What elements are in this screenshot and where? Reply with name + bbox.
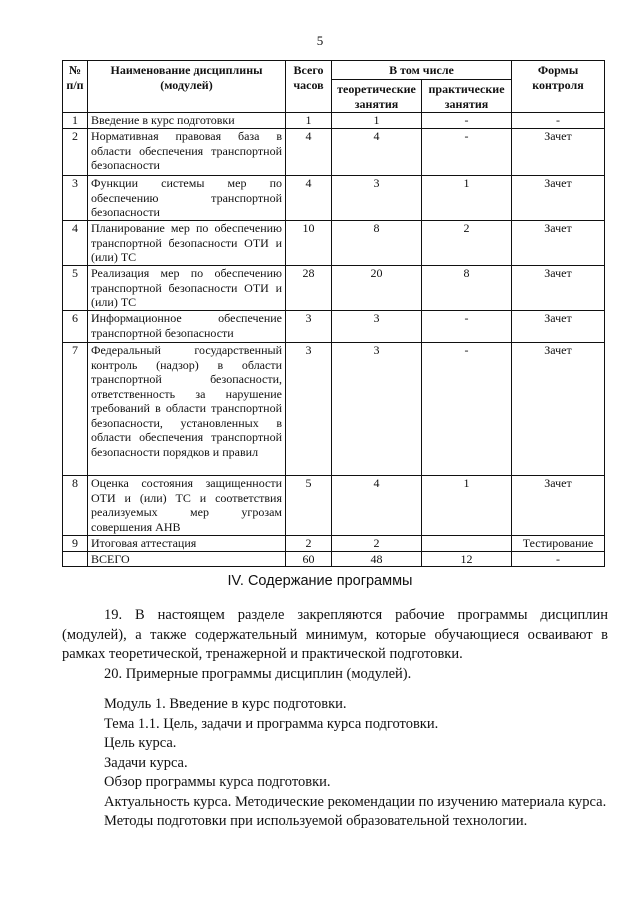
table-row [63, 176, 605, 221]
row-practice: - [422, 343, 512, 476]
paragraph-20: 20. Примерные программы дисциплин (модулей). [104, 665, 412, 682]
row-name: Реализация мер по обеспечению транспортной безопасности ОТИ и (или) ТС [88, 266, 286, 311]
row-name: Нормативная правовая база в области обеспечения транспортной безопасности [88, 129, 286, 176]
row-total: 28 [286, 266, 332, 311]
total-row [63, 551, 605, 567]
row-theory: 4 [332, 476, 422, 536]
row-practice: 1 [422, 176, 512, 221]
row-name: Оценка состояния защищенности ОТИ и (или) ТС и соответствия реализуемых мер угрозам совершения АНВ [88, 476, 286, 536]
table-row [63, 343, 605, 476]
row-name: Информационное обеспечение транспортной безопасности [88, 311, 286, 343]
row-name: Итоговая аттестация [88, 536, 286, 552]
row-theory: 8 [332, 221, 422, 266]
topic-1-1-title: Тема 1.1. Цель, задачи и программа курса подготовки. [104, 715, 439, 732]
row-name: Введение в курс подготовки [88, 113, 286, 129]
module-1-title: Модуль 1. Введение в курс подготовки. [104, 696, 347, 712]
table-row [63, 476, 605, 536]
curriculum-table [62, 60, 605, 567]
row-theory: 3 [332, 311, 422, 343]
header-num: № п/п [63, 61, 88, 113]
row-name: Планирование мер по обеспечению транспортной безопасности ОТИ и (или) ТС [88, 221, 286, 266]
row-num: 7 [63, 343, 88, 476]
total-num [63, 551, 88, 567]
course-tasks: Задачи курса. [104, 754, 188, 771]
row-practice: - [422, 311, 512, 343]
row-control: Зачет [512, 221, 605, 266]
row-total: 4 [286, 129, 332, 176]
row-control: Зачет [512, 266, 605, 311]
row-control: Зачет [512, 129, 605, 176]
row-control: Зачет [512, 176, 605, 221]
row-practice: - [422, 129, 512, 176]
section-heading: IV. Содержание программы [227, 573, 413, 589]
total-label: ВСЕГО [88, 551, 286, 567]
row-practice: 2 [422, 221, 512, 266]
course-goal: Цель курса. [104, 735, 177, 751]
header-including: В том числе [332, 61, 512, 80]
row-total: 4 [286, 176, 332, 221]
row-theory: 2 [332, 536, 422, 552]
row-theory: 3 [332, 343, 422, 476]
course-relevance: Актуальность курса. Методические рекомендации по изучению материала курса. [104, 793, 607, 810]
paragraph-19: 19. В настоящем разделе закрепляются рабочие программы дисциплин (модулей), а также содержательный минимум, которые обучающиеся осваивают в рамках теоретической, тренажерной и практической подготовки. [62, 607, 608, 662]
row-num: 2 [63, 129, 88, 176]
row-num: 4 [63, 221, 88, 266]
row-name: Функции системы мер по обеспечению транспортной безопасности [88, 176, 286, 221]
row-num: 3 [63, 176, 88, 221]
total-practice: 12 [422, 551, 512, 567]
row-practice [422, 536, 512, 552]
row-num: 6 [63, 311, 88, 343]
row-theory: 4 [332, 129, 422, 176]
row-num: 5 [63, 266, 88, 311]
total-control: - [512, 551, 605, 567]
total-theory: 48 [332, 551, 422, 567]
header-theory: теоретические занятия [332, 80, 422, 113]
row-num: 9 [63, 536, 88, 552]
row-theory: 20 [332, 266, 422, 311]
course-overview: Обзор программы курса подготовки. [104, 774, 331, 790]
row-practice: 8 [422, 266, 512, 311]
table-row [63, 221, 605, 266]
row-total: 3 [286, 311, 332, 343]
row-num: 8 [63, 476, 88, 536]
table-row [63, 536, 605, 552]
row-theory: 1 [332, 113, 422, 129]
module-body [62, 695, 608, 832]
row-practice: 1 [422, 476, 512, 536]
header-control: Формы контроля [512, 61, 605, 113]
row-total: 2 [286, 536, 332, 552]
row-total: 3 [286, 343, 332, 476]
row-total: 10 [286, 221, 332, 266]
row-control: Тестирование [512, 536, 605, 552]
row-control: Зачет [512, 476, 605, 536]
row-control: Зачет [512, 343, 605, 476]
page-number: 5 [316, 33, 324, 48]
header-total: Всего часов [286, 61, 332, 113]
total-hours: 60 [286, 551, 332, 567]
header-name: Наименование дисциплины (модулей) [88, 61, 286, 113]
row-name: Федеральный государственный контроль (надзор) в области транспортной безопасности, ответственность за нарушение требований в области транспортной безопасности, установленных в области обеспечения транспортной безопасности порядков и правил [88, 343, 286, 476]
table-row [63, 129, 605, 176]
section-body [62, 606, 608, 684]
row-control: - [512, 113, 605, 129]
table-row [63, 266, 605, 311]
row-practice: - [422, 113, 512, 129]
training-methods: Методы подготовки при используемой образовательной технологии. [104, 813, 528, 829]
row-total: 1 [286, 113, 332, 129]
header-practice: практические занятия [422, 80, 512, 113]
row-total: 5 [286, 476, 332, 536]
row-control: Зачет [512, 311, 605, 343]
table-row [63, 311, 605, 343]
row-theory: 3 [332, 176, 422, 221]
row-num: 1 [63, 113, 88, 129]
table-row [63, 113, 605, 129]
